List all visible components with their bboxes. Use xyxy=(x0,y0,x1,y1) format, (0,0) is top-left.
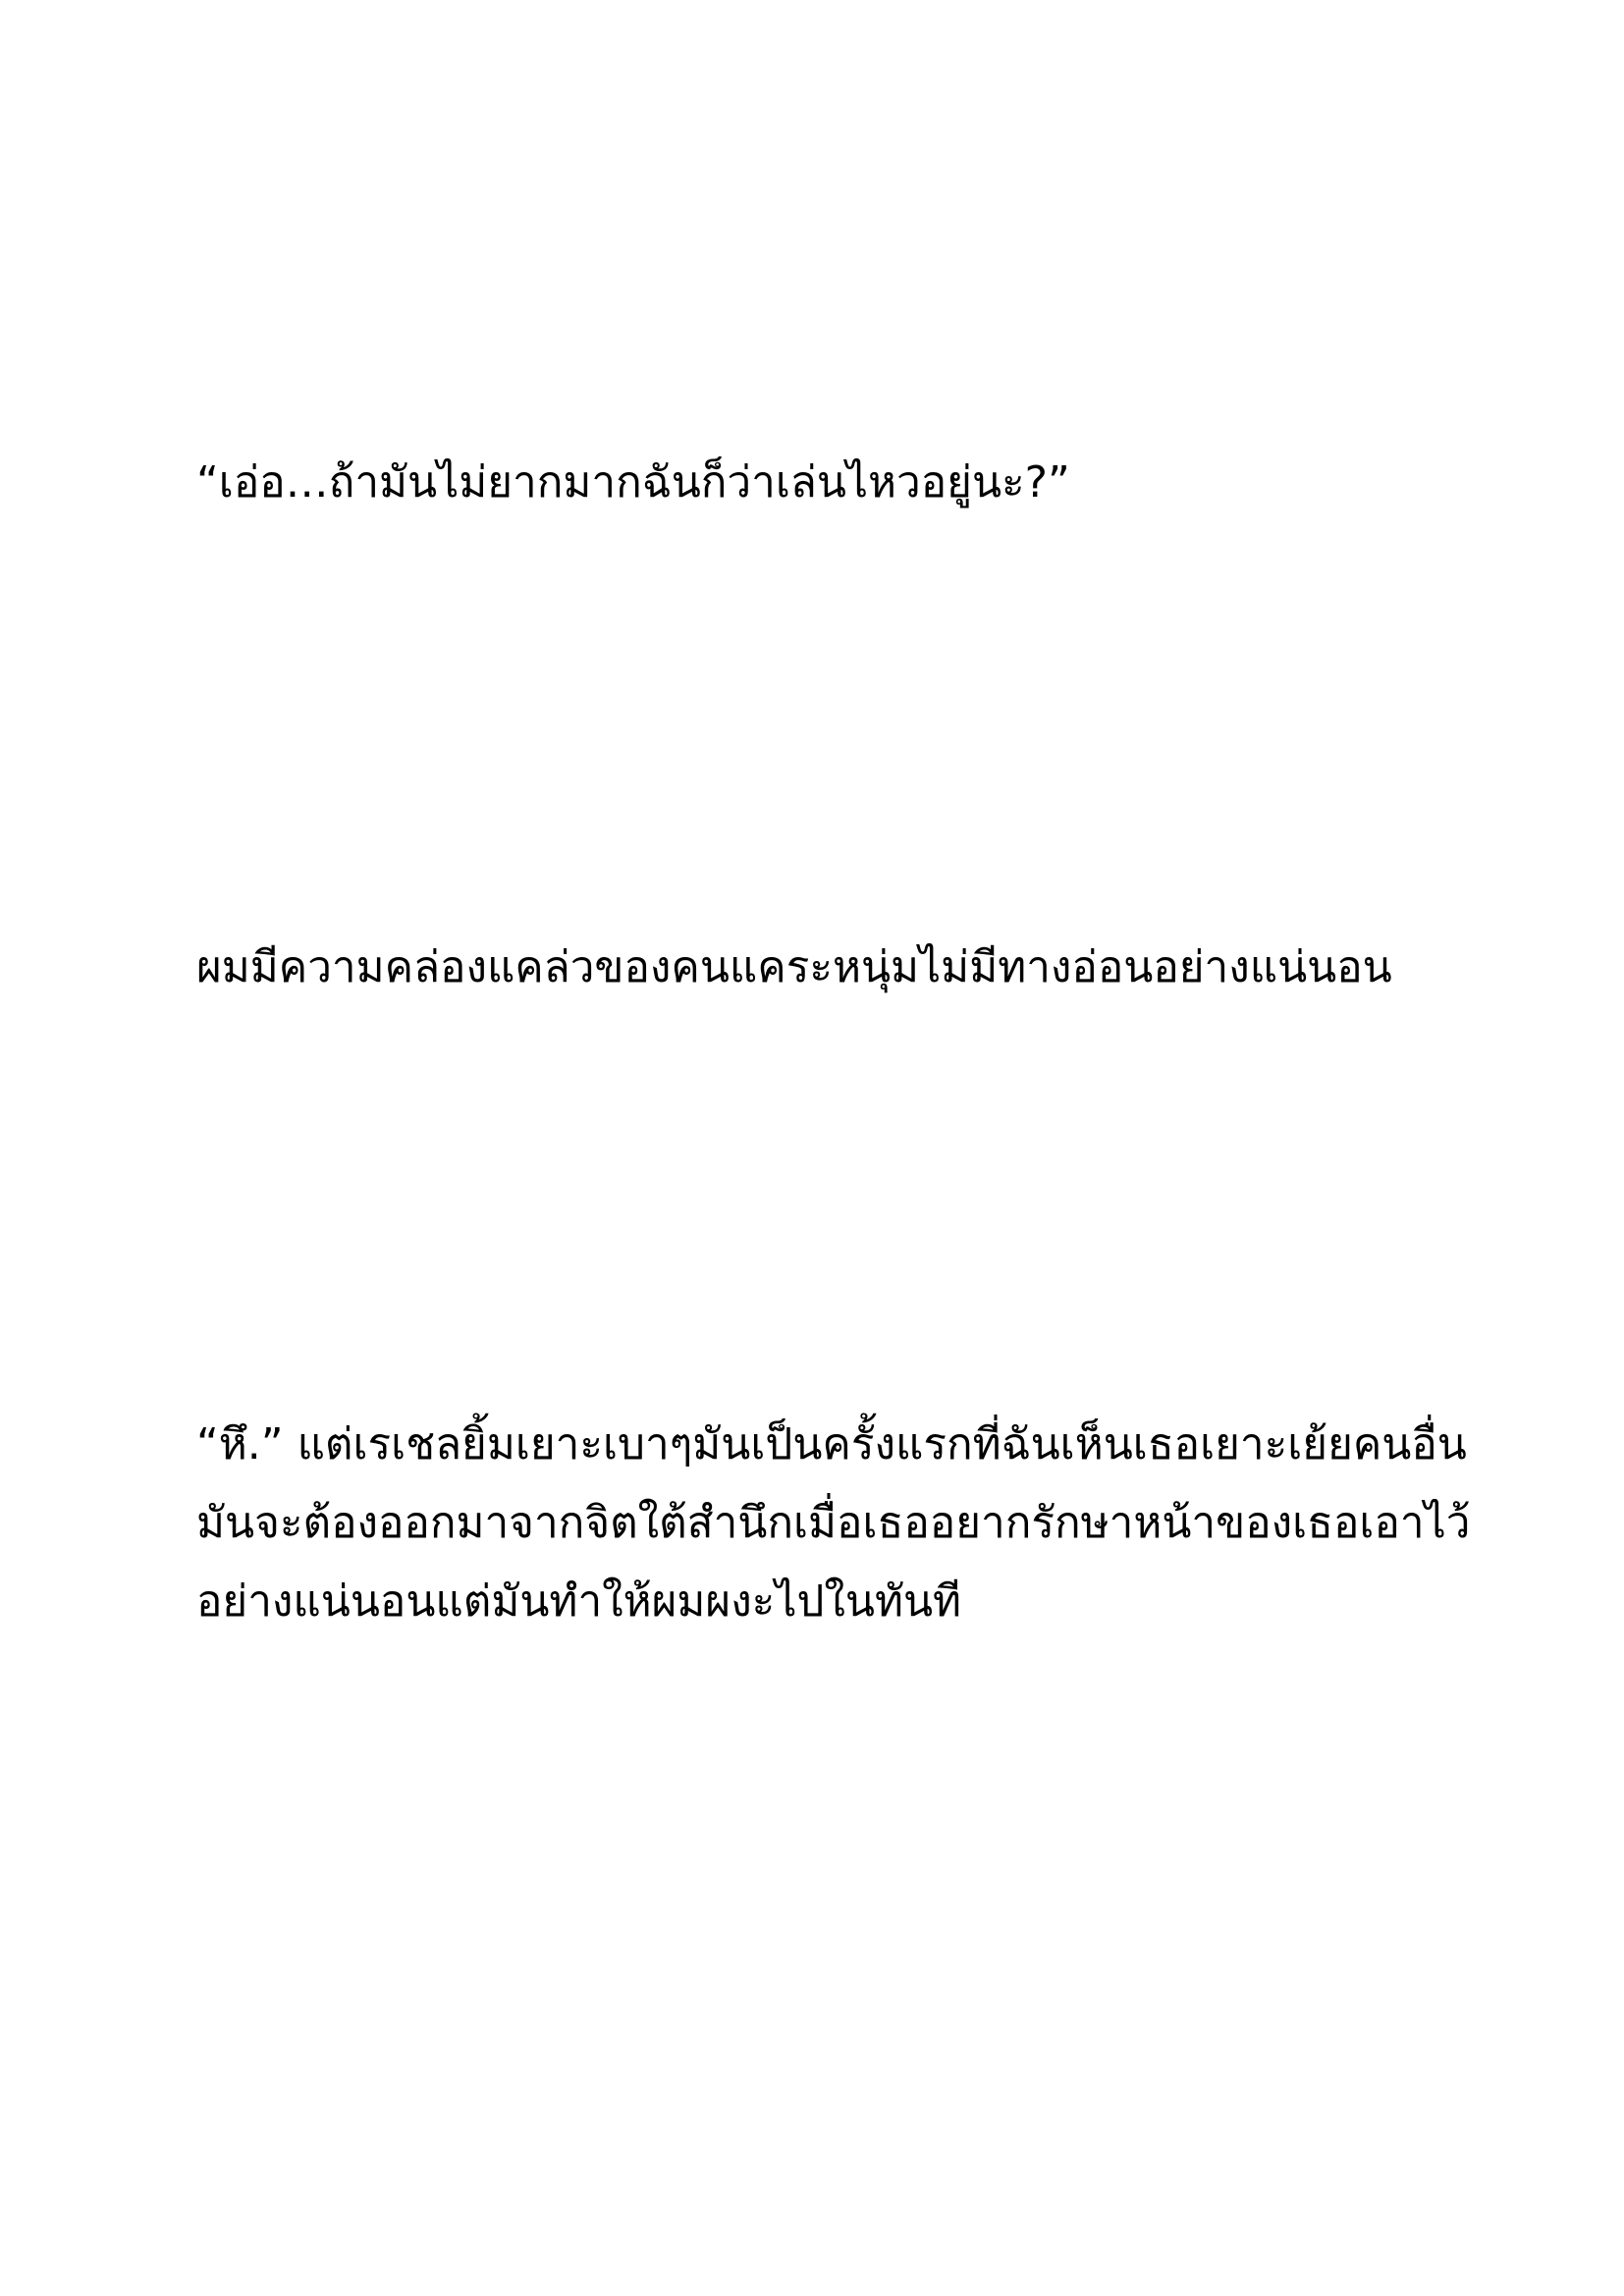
paragraph-dialogue-2 xyxy=(196,1406,1473,1641)
text-line: อย่างแน่นอนแต่มันทำให้ผมผงะไปในทันที xyxy=(196,1576,962,1627)
text-line: มันจะต้องออกมาจากจิตใต้สำนึกเมื่อเธออยากรักษาหน้าของเธอเอาไว้ xyxy=(196,1498,1471,1548)
paragraph-dialogue-1 xyxy=(196,444,1473,522)
paragraph-narration-1 xyxy=(196,929,1473,1007)
text-line: ผมมีความคล่องแคล่วของคนแคระหนุ่มไม่มีทางอ่อนอย่างแน่นอน xyxy=(196,942,1392,992)
text-line: “เอ่อ…ถ้ามันไม่ยากมากฉันก็ว่าเล่นไหวอยู่นะ?” xyxy=(196,457,1070,507)
text-line: “หึ.” แต่เรเชลยิ้มเยาะเบาๆมันเป็นครั้งแรกที่ฉันเห็นเธอเยาะเย้ยคนอื่น xyxy=(196,1419,1467,1469)
